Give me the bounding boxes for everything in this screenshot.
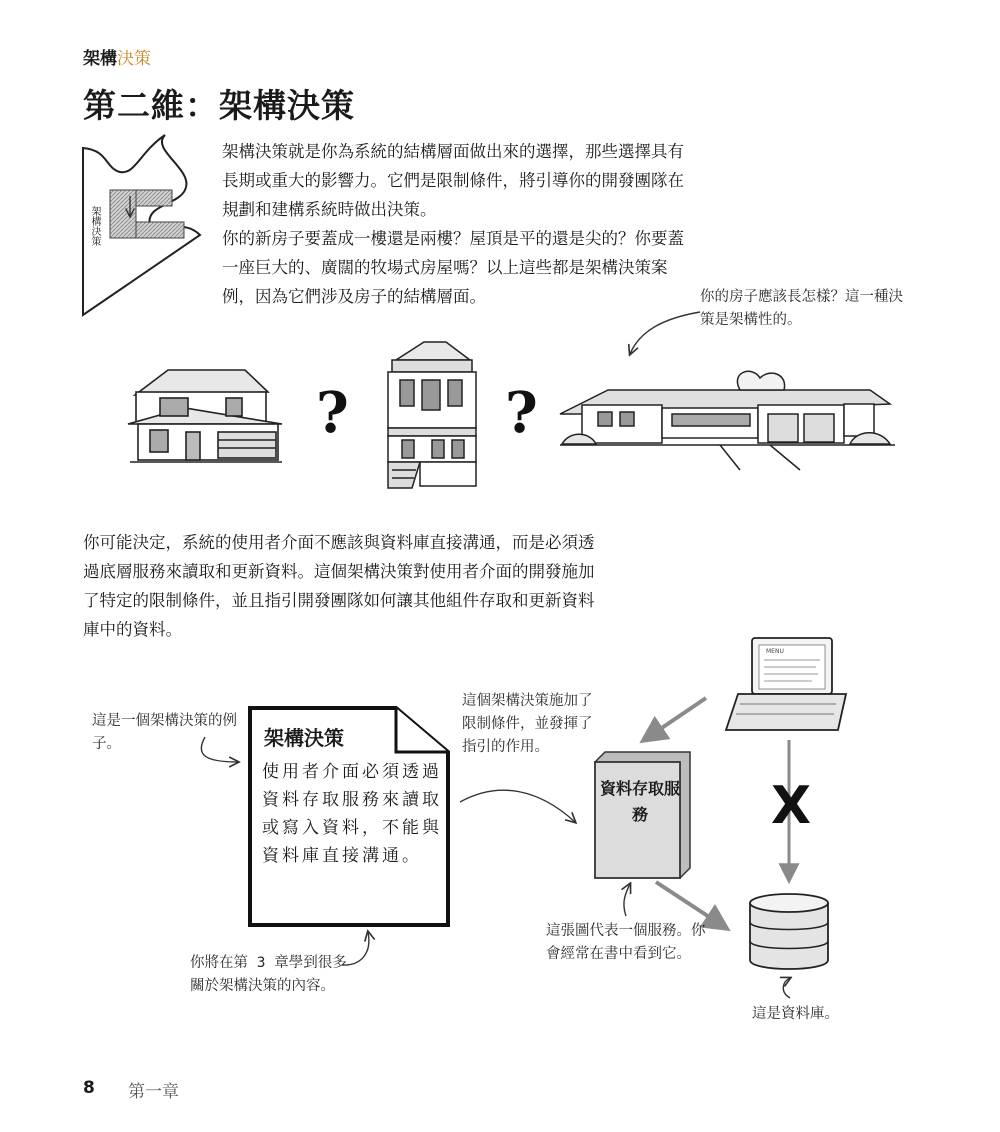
chapter-note: 你將在第 3 章學到很多關於架構決策的內容。 xyxy=(190,955,347,994)
house-note: 你的房子應該長怎樣？這一種決策是架構性的。 xyxy=(700,289,903,328)
chapter-label: 第一章 xyxy=(128,1082,179,1102)
laptop-icon xyxy=(726,638,846,730)
header-prefix: 架構 xyxy=(83,49,117,69)
question-mark-1: ? xyxy=(316,380,349,446)
puzzle-piece-icon xyxy=(83,135,200,315)
page-number: 8 xyxy=(83,1078,95,1098)
example-note: 這是一個架構決策的例子。 xyxy=(92,713,237,752)
header-suffix: 決策 xyxy=(117,49,151,69)
intro-paragraph-1: 架構決策就是你為系統的結構層面做出來的選擇，那些選擇具有長期或重大的影響力。它們是限制條件，將引導你的開發團隊在規劃和建構系統時做出決策。 xyxy=(222,142,684,219)
database-note-arrow xyxy=(783,978,790,998)
laptop-to-service-arrow xyxy=(644,698,706,740)
laptop-screen-title: MENU xyxy=(766,648,784,655)
decision-doc-body: 使用者介面必須透過資料存取服務來讀取或寫入資料，不能與資料庫直接溝通。 xyxy=(262,762,442,866)
question-mark-2: ? xyxy=(505,380,538,446)
puzzle-label: 架構決策 xyxy=(89,206,100,246)
service-label: 資料存取服務 xyxy=(599,779,680,824)
database-note: 這是資料庫。 xyxy=(752,1006,839,1022)
blocked-x-mark: X xyxy=(771,776,812,836)
imposed-note: 這個架構決策施加了限制條件，並發揮了指引的作用。 xyxy=(462,693,593,755)
imposed-note-arrow xyxy=(460,790,575,822)
intro-paragraph-2: 你的新房子要蓋成一樓還是兩樓？屋頂是平的還是尖的？你要蓋一座巨大的、廣闊的牧場式房屋嗎？以上這些都是架構決策案例，因為它們涉及房子的結構層面。 xyxy=(222,229,684,306)
service-note: 這張圖代表一個服務。你會經常在書中看到它。 xyxy=(546,923,706,962)
house-note-arrow xyxy=(630,312,700,354)
house-victorian xyxy=(388,342,476,488)
body-paragraph-3: 你可能決定，系統的使用者介面不應該與資料庫直接溝通，而是必須透過底層服務來讀取和更新資料。這個架構決策對使用者介面的開發施加了特定的限制條件，並且指引開發團隊如何讓其他組件存取和更新資料庫中的資料。 xyxy=(83,533,595,639)
page-title: 第二維：架構決策 xyxy=(83,86,355,125)
house-ranch xyxy=(560,371,895,470)
database-icon xyxy=(750,894,828,969)
decision-doc-title: 架構決策 xyxy=(264,726,344,750)
house-two-story xyxy=(128,370,282,462)
service-note-arrow xyxy=(624,884,630,916)
